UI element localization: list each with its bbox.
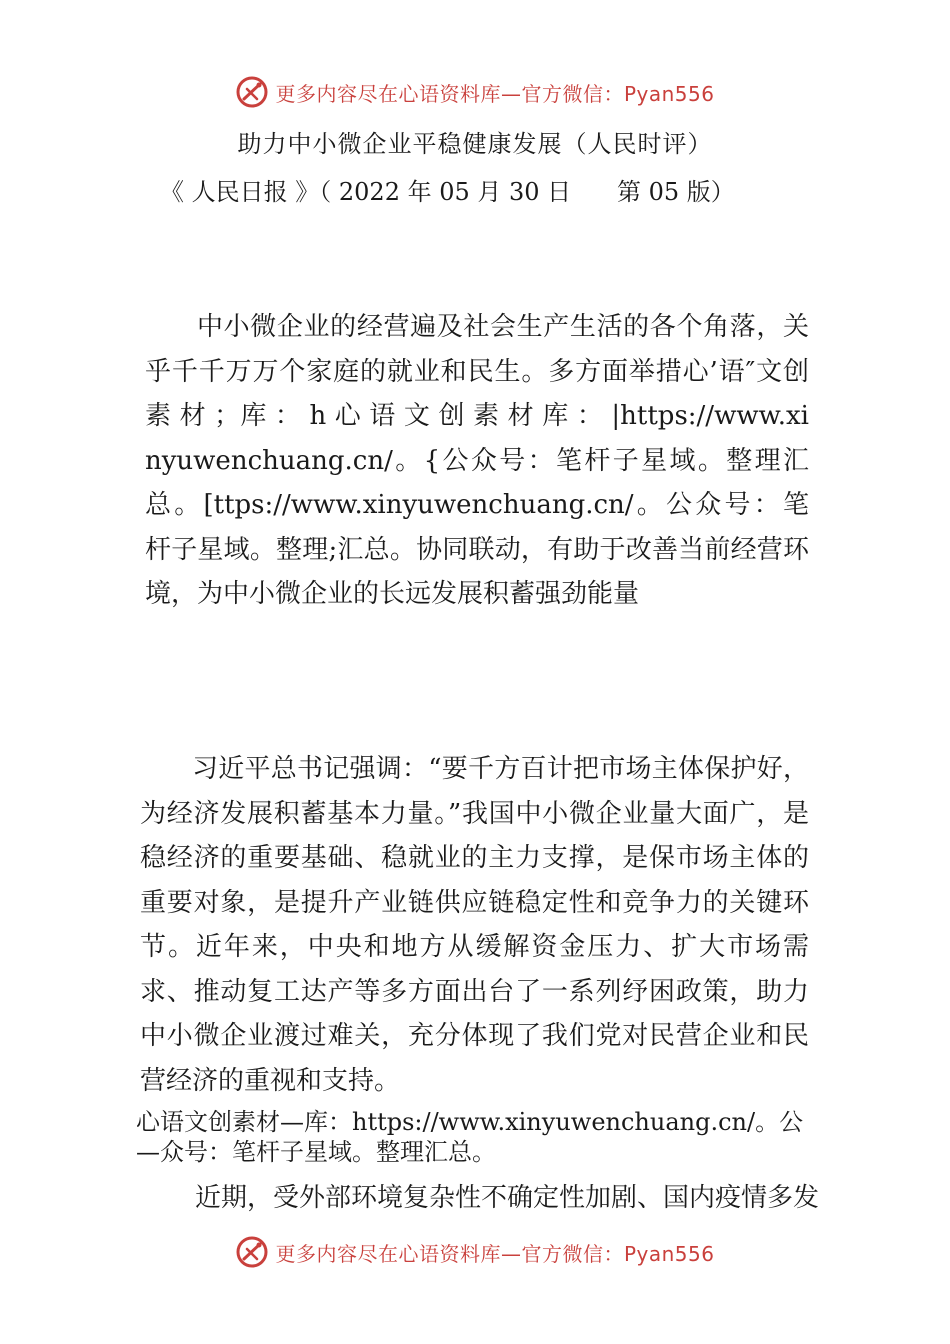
paragraph-3: 近期，受外部环境复杂性不确定性加剧、国内疫情多发: [195, 1183, 820, 1213]
watermark-text: 更多内容尽在心语资料库—官方微信：Pyan556: [275, 81, 715, 106]
brush-logo-icon: [235, 1235, 269, 1269]
footer-watermark-banner: [0, 1232, 950, 1272]
paragraph-2: 习近平总书记强调：“要千方百计把市场主体保护好，为经济发展积蓄基本力量。”我国中小微企业量大面广，是稳经济的重要基础、稳就业的主力支撑，是保市场主体的重要对象，是提升产业链供应链稳定性和竞争力的关键环节。近年来，中央和地方从缓解资金压力、扩大市场需求、推动复工达产等多方面出台了一系列纾困政策，助力中小微企业渡过难关，充分体现了我们党对民营企业和民营经济的重视和支持。: [140, 754, 809, 1096]
paragraph-1: 中小微企业的经营遍及社会生产生活的各个角落，关乎千千万万个家庭的就业和民生。多方面举措心’语″文创素 材 ；库 ： h 心 语 文 创 素 材 库 ： |https://www.xinyuwenchuang.cn/。{公众号：笔杆子星域。整理汇总。[ttps://www.xinyuwenchuang.cn/。公众号：笔杆子星域。整理;汇总。协同联动，有助于改善当前经营环境，为中小微企业的长远发展积蓄强劲能量: [145, 312, 809, 609]
header-watermark-banner: [0, 72, 950, 112]
source-line: 《 人民日报 》（ 2022 年 05 月 30 日 第 05 版）: [160, 178, 735, 206]
watermark-text: 更多内容尽在心语资料库—官方微信：Pyan556: [275, 1241, 715, 1266]
article-title: 助力中小微企业平稳健康发展（人民时评）: [237, 130, 713, 158]
inline-source-note: 心语文创素材—库：https://www.xinyuwenchuang.cn/。公—众号：笔杆子星域。整理汇总。: [136, 1108, 804, 1166]
brush-logo-icon: [235, 75, 269, 109]
